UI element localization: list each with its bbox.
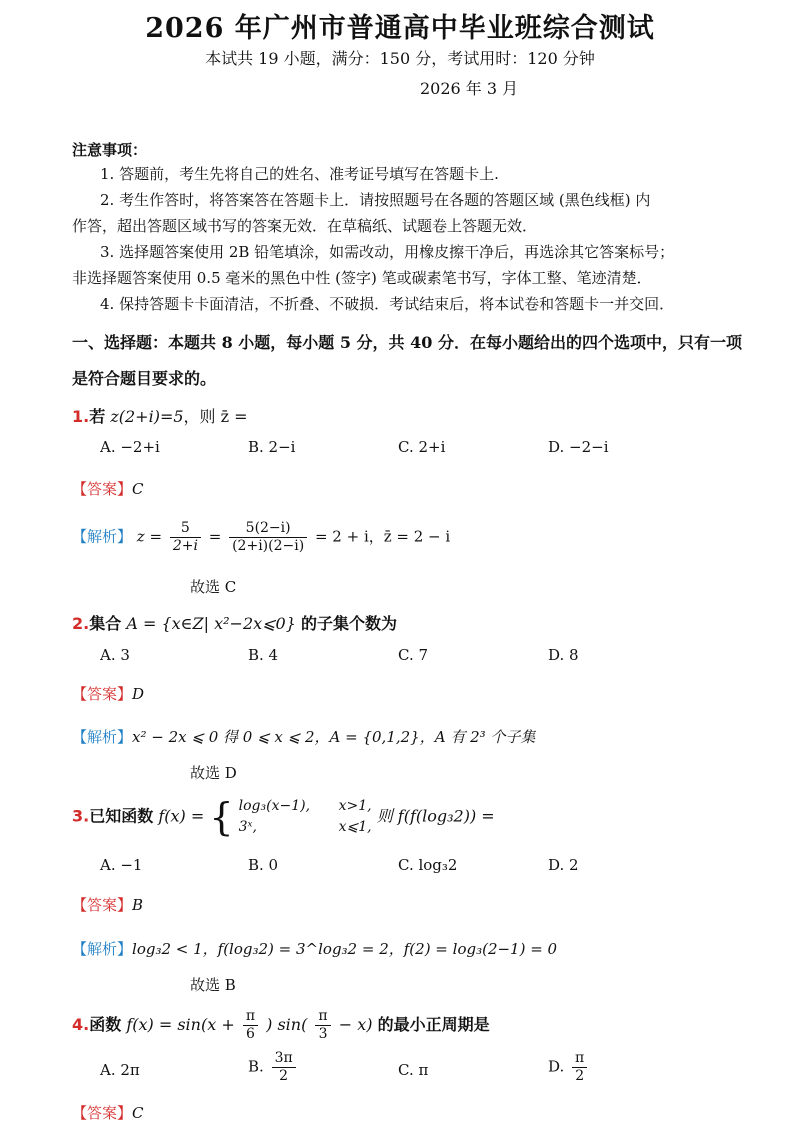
analysis-label: 【解析】 (72, 728, 133, 746)
question-stem-suffix: ，则 z̄ = (183, 407, 248, 426)
question-3 (72, 796, 495, 838)
answer-3 (72, 894, 143, 915)
analysis-text: log₃2 < 1，f(log₃2) = 3^log₃2 = 2，f(2) = log₃(2−1) = 0 (132, 940, 558, 958)
conclusion-2: 故选 D (190, 764, 237, 782)
option-c: C. π (398, 1061, 429, 1079)
answer-2 (72, 683, 144, 704)
answer-1 (72, 478, 144, 499)
analysis-2 (72, 726, 535, 747)
case-brace: { (209, 795, 234, 839)
notice-item: 非选择题答案使用 0.5 毫米的黑色中性 (签字) 笔或碳素笔书写，字体工整、笔迹清楚． (72, 269, 652, 287)
answer-value: C (132, 1104, 144, 1122)
question-2 (72, 611, 397, 634)
question-stem-prefix: 若 (89, 407, 106, 426)
option-a: A. 2π (100, 1061, 140, 1079)
exam-date: 2026 年 3 月 (420, 79, 519, 98)
answer-label: 【答案】 (72, 896, 133, 914)
option-c: C. log₃2 (398, 856, 458, 874)
option-a: A. −1 (100, 856, 143, 874)
option-c: C. 2+i (398, 438, 446, 456)
question-stem-math: − x) (338, 1014, 373, 1034)
analysis-label: 【解析】 (72, 940, 133, 958)
question-number: 2. (72, 614, 90, 633)
option-c: C. 7 (398, 646, 429, 664)
fraction: $\frac{5}{2+i}$ (170, 520, 201, 555)
section-heading-line2: 是符合题目要求的。 (72, 369, 217, 388)
answer-4 (72, 1102, 144, 1123)
option-d: D. −2−i (548, 438, 609, 456)
option-b: B. 2−i (248, 438, 296, 456)
question-1 (72, 404, 248, 427)
option-d: D. $\frac{\pi}{2}$ (548, 1050, 590, 1085)
exam-subtitle: 本试共 19 小题，满分：150 分，考试用时：120 分钟 (205, 49, 595, 68)
option-b: B. 4 (248, 646, 279, 664)
option-b: B. $\frac{3\pi}{2}$ (248, 1050, 299, 1085)
question-stem-math: f(x) = (158, 806, 205, 826)
fraction: $\frac{5(2-i)}{(2+i)(2-i)}$ (229, 520, 307, 555)
question-stem-prefix: 函数 (89, 1014, 122, 1034)
analysis-1 (72, 520, 450, 555)
notice-item: 1. 答题前，考生先将自己的姓名、准考证号填写在答题卡上. (100, 165, 499, 183)
option-d: D. 8 (548, 646, 579, 664)
piecewise-cases: log₃(x−1), x>1, 3ˣ, x⩽1, (238, 798, 372, 835)
analysis-lhs: z = (136, 527, 163, 546)
option-d: D. 2 (548, 856, 579, 874)
answer-value: D (132, 685, 145, 703)
question-stem-math: ) sin( (266, 1014, 308, 1034)
conclusion-3: 故选 B (190, 976, 236, 994)
fraction: $\frac{\pi}{3}$ (315, 1008, 330, 1043)
analysis-3 (72, 938, 557, 959)
question-stem-math: A = {x∈Z| x²−2x⩽0} (126, 614, 296, 633)
section-heading-line1: 一、选择题：本题共 8 小题，每小题 5 分，共 40 分．在每小题给出的四个选项中，只有一项 (72, 333, 742, 352)
question-number: 3. (72, 806, 90, 826)
exam-title: 2026 年广州市普通高中毕业班综合测试 (145, 13, 655, 44)
answer-label: 【答案】 (72, 480, 133, 498)
fraction: $\frac{\pi}{6}$ (243, 1008, 258, 1043)
notice-item: 2. 考生作答时，将答案答在答题卡上．请按照题号在各题的答题区域 (黑色线框) 内 (100, 191, 651, 209)
question-number: 4. (72, 1014, 90, 1034)
option-b: B. 0 (248, 856, 279, 874)
answer-value: C (132, 480, 144, 498)
notice-item: 作答，超出答题区域书写的答案无效．在草稿纸、试题卷上答题无效． (72, 217, 538, 235)
question-stem-prefix: 集合 (89, 614, 122, 633)
conclusion-1: 故选 C (190, 578, 237, 596)
option-a: A. 3 (100, 646, 130, 664)
question-stem-suffix: 的子集个数为 (301, 614, 398, 633)
analysis-eq: = (208, 527, 222, 546)
analysis-text: x² − 2x ⩽ 0 得 0 ⩽ x ⩽ 2，A = {0,1,2}，A 有 2³ 个子集 (132, 728, 536, 746)
question-4 (72, 1008, 490, 1043)
question-number: 1. (72, 407, 90, 426)
option-a: A. −2+i (100, 438, 160, 456)
analysis-label: 【解析】 (72, 527, 133, 546)
question-stem-suffix: 则 f(f(log₃2)) = (376, 806, 495, 826)
notice-item: 3. 选择题答案使用 2B 铅笔填涂，如需改动，用橡皮擦干净后，再选涂其它答案标号； (100, 243, 675, 261)
answer-label: 【答案】 (72, 1104, 133, 1122)
question-stem-math: z(2+i)=5 (110, 407, 184, 426)
question-stem-prefix: 已知函数 (89, 806, 154, 826)
analysis-rest: = 2 + i，z̄ = 2 − i (314, 527, 451, 546)
notice-item: 4. 保持答题卡卡面清洁，不折叠、不破损．考试结束后，将本试卷和答题卡一并交回． (100, 295, 675, 313)
answer-value: B (132, 896, 144, 914)
question-stem-suffix: 的最小正周期是 (377, 1014, 490, 1034)
notice-heading: 注意事项： (72, 141, 148, 159)
question-stem-math: f(x) = sin(x + (126, 1014, 235, 1034)
answer-label: 【答案】 (72, 685, 133, 703)
